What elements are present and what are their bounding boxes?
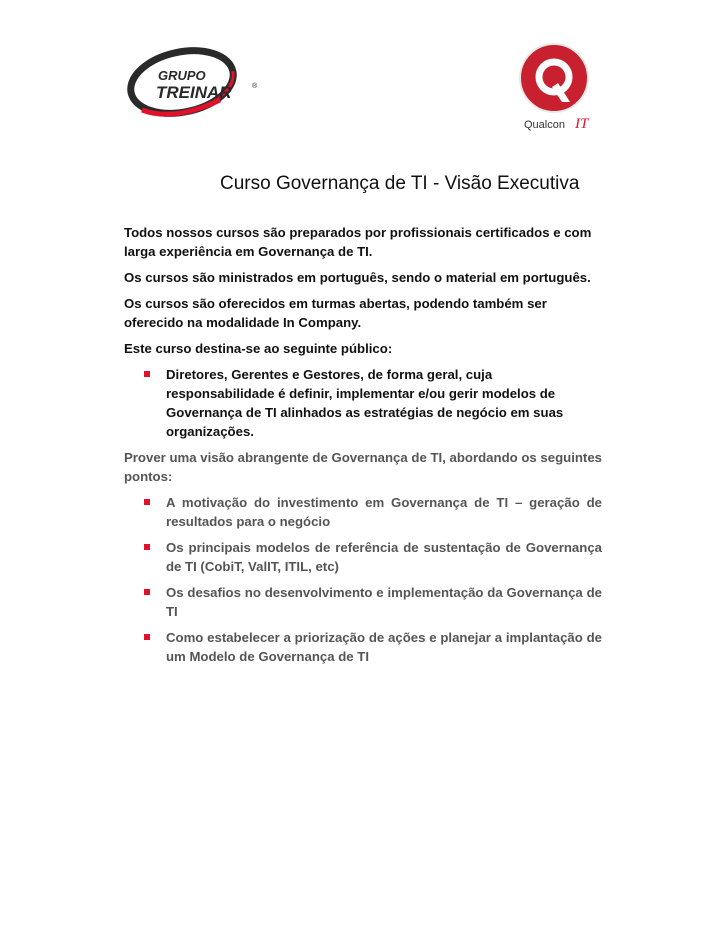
qualcon-it-logo <box>514 42 594 134</box>
paragraph-audience-intro: Este curso destina-se ao seguinte público: <box>124 341 393 356</box>
list-item <box>124 628 602 666</box>
logo-treinar-text: TREINAR <box>156 83 232 102</box>
audience-list <box>124 365 602 441</box>
document-body <box>124 223 602 673</box>
square-bullet-icon <box>144 589 150 595</box>
list-item-text: Como estabelecer a priorização de ações e planejar a implantação de um Modelo de Governança de TI <box>166 630 602 664</box>
qualcon-it-suffix: IT <box>575 116 589 132</box>
square-bullet-icon <box>144 544 150 550</box>
logo-registered-mark: ® <box>252 83 258 90</box>
list-item <box>124 538 602 576</box>
list-item <box>124 583 602 621</box>
list-item-text: Os principais modelos de referência de sustentação de Governança de TI (CobiT, ValIT, ITIL, etc) <box>166 540 602 574</box>
list-item-text: Diretores, Gerentes e Gestores, de forma geral, cuja responsabilidade é definir, implementar e/ou gerir modelos de Governança de TI alinhados as estratégias de negócio em suas organizações. <box>166 367 564 439</box>
list-item <box>124 365 602 441</box>
paragraph-modality: Os cursos são oferecidos em turmas abertas, podendo também ser oferecido na modalidade In Company. <box>124 296 547 330</box>
paragraph-certified: Todos nossos cursos são preparados por profissionais certificados e com larga experiência em Governança de TI. <box>124 225 592 259</box>
qualcon-text: Qualcon <box>524 119 565 131</box>
objective-list <box>124 493 602 666</box>
list-item-text: A motivação do investimento em Governança de TI – geração de resultados para o negócio <box>166 495 602 529</box>
paragraph-language: Os cursos são ministrados em português, sendo o material em português. <box>124 270 591 285</box>
list-item-text: Os desafios no desenvolvimento e implementação da Governança de TI <box>166 585 602 619</box>
grupo-treinar-logo <box>124 40 264 126</box>
page-title: Curso Governança de TI - Visão Executiva <box>220 173 580 194</box>
square-bullet-icon <box>144 371 150 377</box>
logo-grupo-text: GRUPO <box>158 68 206 83</box>
paragraph-objective-intro: Prover uma visão abrangente de Governança de TI, abordando os seguintes pontos: <box>124 450 602 484</box>
square-bullet-icon <box>144 499 150 505</box>
list-item <box>124 493 602 531</box>
square-bullet-icon <box>144 634 150 640</box>
